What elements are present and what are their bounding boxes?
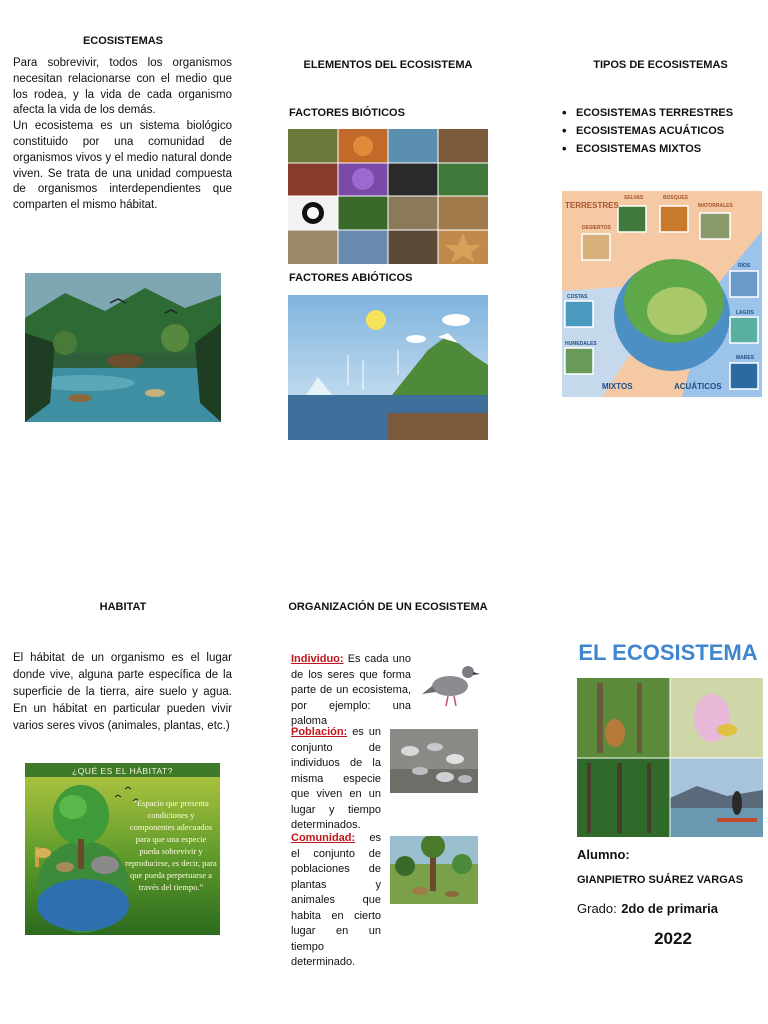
label-bosques: BOSQUES — [663, 195, 689, 201]
list-item: • ECOSISTEMAS MIXTOS — [560, 140, 760, 158]
ecosistemas-paragraph-2: Un ecosistema es un sistema biológico constituido por una comunidad de organismos vivos y el medio natural donde viven. Se trata de una unidad compuesta de organismos interdependientes que comparten el mismo hábitat. — [13, 120, 232, 212]
comunidad-definition: es el conjunto de poblaciones de plantas y animales que habita en cierto lugar en un tiempo determinado. — [291, 832, 381, 968]
grado-label: Grado: — [577, 901, 617, 916]
ecosistemas-paragraph-1: Para sobrevivir, todos los organismos necesitan relacionarse con el medio que los rodea, y la vida de cada organismo afecta la vida de los demás. — [13, 57, 232, 117]
label-mixtos: MIXTOS — [602, 382, 633, 391]
bioticos-heading: FACTORES BIÓTICOS — [289, 107, 405, 119]
comunidad-text — [291, 831, 381, 971]
elementos-heading: ELEMENTOS DEL ECOSISTEMA — [303, 59, 473, 71]
ecosystem-types-diagram — [562, 191, 762, 397]
label-matorrales: MATORRALES — [698, 203, 733, 209]
label-lagos: LAGOS — [736, 310, 754, 316]
ecosystem-scene-image — [25, 273, 221, 422]
label-mares: MARES — [736, 355, 755, 361]
grado-value: 2do de primaria — [621, 901, 719, 916]
pigeon-image — [420, 654, 482, 712]
year: 2022 — [654, 929, 692, 948]
label-selvas: SELVAS — [624, 195, 644, 201]
abiotic-factors-water-cycle-image — [288, 295, 488, 440]
label-terrestres: TERRESTRES — [565, 201, 619, 210]
organizacion-heading: ORGANIZACIÓN DE UN ECOSISTEMA — [288, 601, 488, 613]
label-rios: RÍOS — [738, 263, 751, 269]
abioticos-heading: FACTORES ABIÓTICOS — [289, 272, 413, 284]
student-name: GIANPIETRO SUÁREZ VARGAS — [577, 874, 744, 886]
habitat-image-title: ¿QUÉ ES EL HÁBITAT? — [72, 766, 173, 776]
cover-collage-image — [577, 678, 763, 837]
label-acuaticos: ACUÁTICOS — [674, 382, 722, 391]
individuo-term: Individuo: — [291, 653, 344, 665]
habitat-heading: HABITAT — [99, 601, 147, 613]
tipos-heading: TIPOS DE ECOSISTEMAS — [593, 59, 728, 71]
list-item: • ECOSISTEMAS TERRESTRES — [560, 104, 760, 122]
ecosistemas-text — [13, 56, 232, 214]
habitat-image-quote: “Espacio que presenta condiciones y componentes adecuados para que una especie pueda sobrevivir y reproducirse, es decir, para que pueda perpetuarse a través del tiempo.” — [125, 798, 217, 892]
poblacion-term: Población: — [291, 726, 348, 738]
habitat-image — [25, 763, 220, 935]
poblacion-text — [291, 725, 381, 834]
label-costas: COSTAS — [567, 294, 588, 300]
biotic-factors-collage — [288, 129, 488, 264]
pigeon-flock-image — [390, 729, 478, 793]
comunidad-term: Comunidad: — [291, 832, 356, 844]
label-desiertos: DESIERTOS — [582, 225, 611, 231]
community-image — [390, 836, 478, 904]
ecosistemas-heading: ECOSISTEMAS — [82, 35, 164, 47]
poblacion-definition: es un conjunto de individuos de la misma especie que viven en un lugar y tiempo determinados. — [291, 726, 381, 831]
label-humedales: HUMEDALES — [565, 341, 597, 347]
individuo-definition: Es cada uno de los seres que forma parte de un ecosistema, por ejemplo: una paloma — [291, 653, 411, 727]
alumno-label: Alumno: — [577, 847, 630, 862]
individuo-text — [291, 652, 411, 730]
list-item: • ECOSISTEMAS ACUÁTICOS — [560, 122, 760, 140]
cover-title: EL ECOSISTEMA — [578, 640, 758, 665]
grado-row — [577, 900, 718, 918]
habitat-paragraph: El hábitat de un organismo es el lugar donde vive, alguna parte específica de la superficie de la tierra, aire suelo y agua. En un hábitat en particular pueden vivir varios seres vivos (animales, plantas, etc.) — [13, 652, 232, 732]
ecosystem-types-list — [560, 104, 760, 158]
